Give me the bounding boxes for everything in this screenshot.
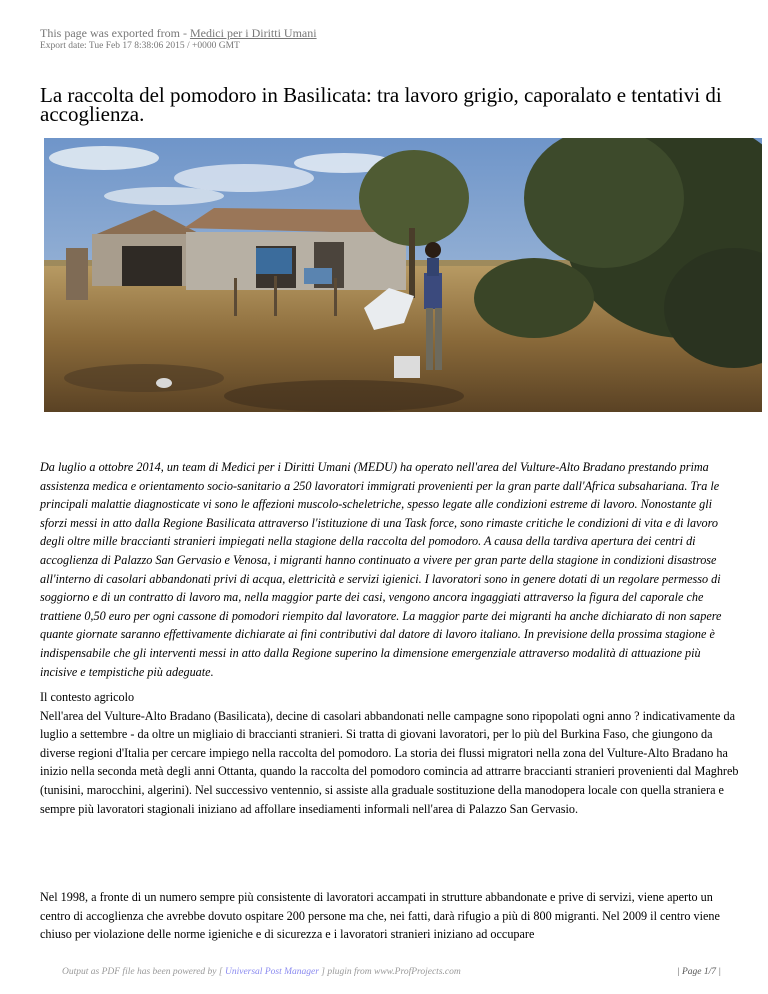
export-prefix: This page was exported from -: [40, 26, 190, 40]
site-link[interactable]: Medici per i Diritti Umani: [189, 26, 317, 40]
article-photo: [44, 138, 762, 412]
article-abstract: Da luglio a ottobre 2014, un team di Medici per i Diritti Umani (MEDU) ha operato nell'area del Vulture-Alto Bradano prestando prima assistenza medica e orientamento socio-sanitario a 250 lavoratori immigrati provenienti per la gran parte dall'Africa subsahariana. Tra le principali malattie diagnosticate vi sono le affezioni muscolo-scheletriche, spesso legate alle condizioni estreme di lavoro. Nonostante gli sforzi messi in atto dalla Regione Basilicata attraverso l'istituzione di una Task force, sono rimaste critiche le condizioni di vita e di lavoro degli oltre mille braccianti stranieri impiegati nella stagione della raccolta del pomodoro. A causa della tardiva apertura dei centri di accoglienza di Palazzo San Gervasio e Venosa, i migranti hanno continuato a vivere per gran parte della stagione in condizioni disastrose all'interno di casolari abbandonati privi di acqua, elettricità e servizi igienici. I lavoratori sono in genere dotati di un regolare permesso di soggiorno e di un contratto di lavoro ma, nella maggior parte dei casi, vengono ancora ingaggiati attraverso la figura del caporale che trattiene 0,50 euro per ogni cassone di pomodori riempito dal lavoratore. La maggior parte dei migranti ha anche dichiarato di non sapere quante giornate saranno effettivamente dichiarate ai fini contributivi dal datore di lavoro italiano. In previsione della prossima stagione è indispensabile che gli interventi messi in atto dalla Regione superino la dimensione emergenziale attraverso modalità di attuazione più incisive e tempistiche più adeguate.: [40, 460, 722, 679]
section-context: [40, 688, 740, 818]
footer-plugin-link[interactable]: Universal Post Manager: [224, 967, 319, 977]
footer-credit: [62, 967, 461, 977]
export-header: [40, 26, 317, 52]
page-number: | Page 1/7 |: [677, 967, 722, 977]
article-title: La raccolta del pomodoro in Basilicata: tra lavoro grigio, caporalato e tentativi di accoglienza.: [40, 83, 722, 126]
section-heading: Il contesto agricolo: [40, 690, 135, 704]
footer-prefix: Output as PDF file has been powered by [: [62, 967, 225, 977]
export-date: Export date: Tue Feb 17 8:38:06 2015 / +0000 GMT: [40, 41, 240, 51]
paragraph-2: Nel 1998, a fronte di un numero sempre più consistente di lavoratori accampati in strutture abbandonate e prive di servizi, viene aperto un centro di accoglienza che avrebbe dovuto ospitare 200 persone ma che, nei fatti, darà rifugio a più di 800 migranti. Nel 2009 il centro viene chiuso per violazione delle norme igieniche e di sicurezza e i lavoratori stranieri iniziano ad occupare: [40, 890, 720, 942]
footer-suffix: ] plugin from www.ProfProjects.com: [318, 967, 461, 977]
export-source-line: [40, 26, 317, 40]
paragraph-1: Nell'area del Vulture-Alto Bradano (Basilicata), decine di casolari abbandonati nelle campagne sono ripopolati ogni anno ? indicativamente da luglio a settembre - da oltre un migliaio di braccianti stranieri. Si tratta di giovani lavoratori, per lo più del Burkina Faso, che giungono da diverse regioni d'Italia per cercare impiego nella raccolta del pomodoro. La storia dei flussi migratori nella zona del Vulture-Alto Bradano ha inizio nella seconda metà degli anni Ottanta, quando la raccolta del pomodoro comincia ad attrarre braccianti stranieri provenienti dal Maghreb (tunisini, marocchini, algerini). Nel successivo ventennio, si assiste alla graduale sostituzione della manodopera locale con quella straniera e sempre più lavoratori stagionali iniziano ad affollare insediamenti informali nell'area di Palazzo San Gervasio.: [40, 708, 739, 816]
